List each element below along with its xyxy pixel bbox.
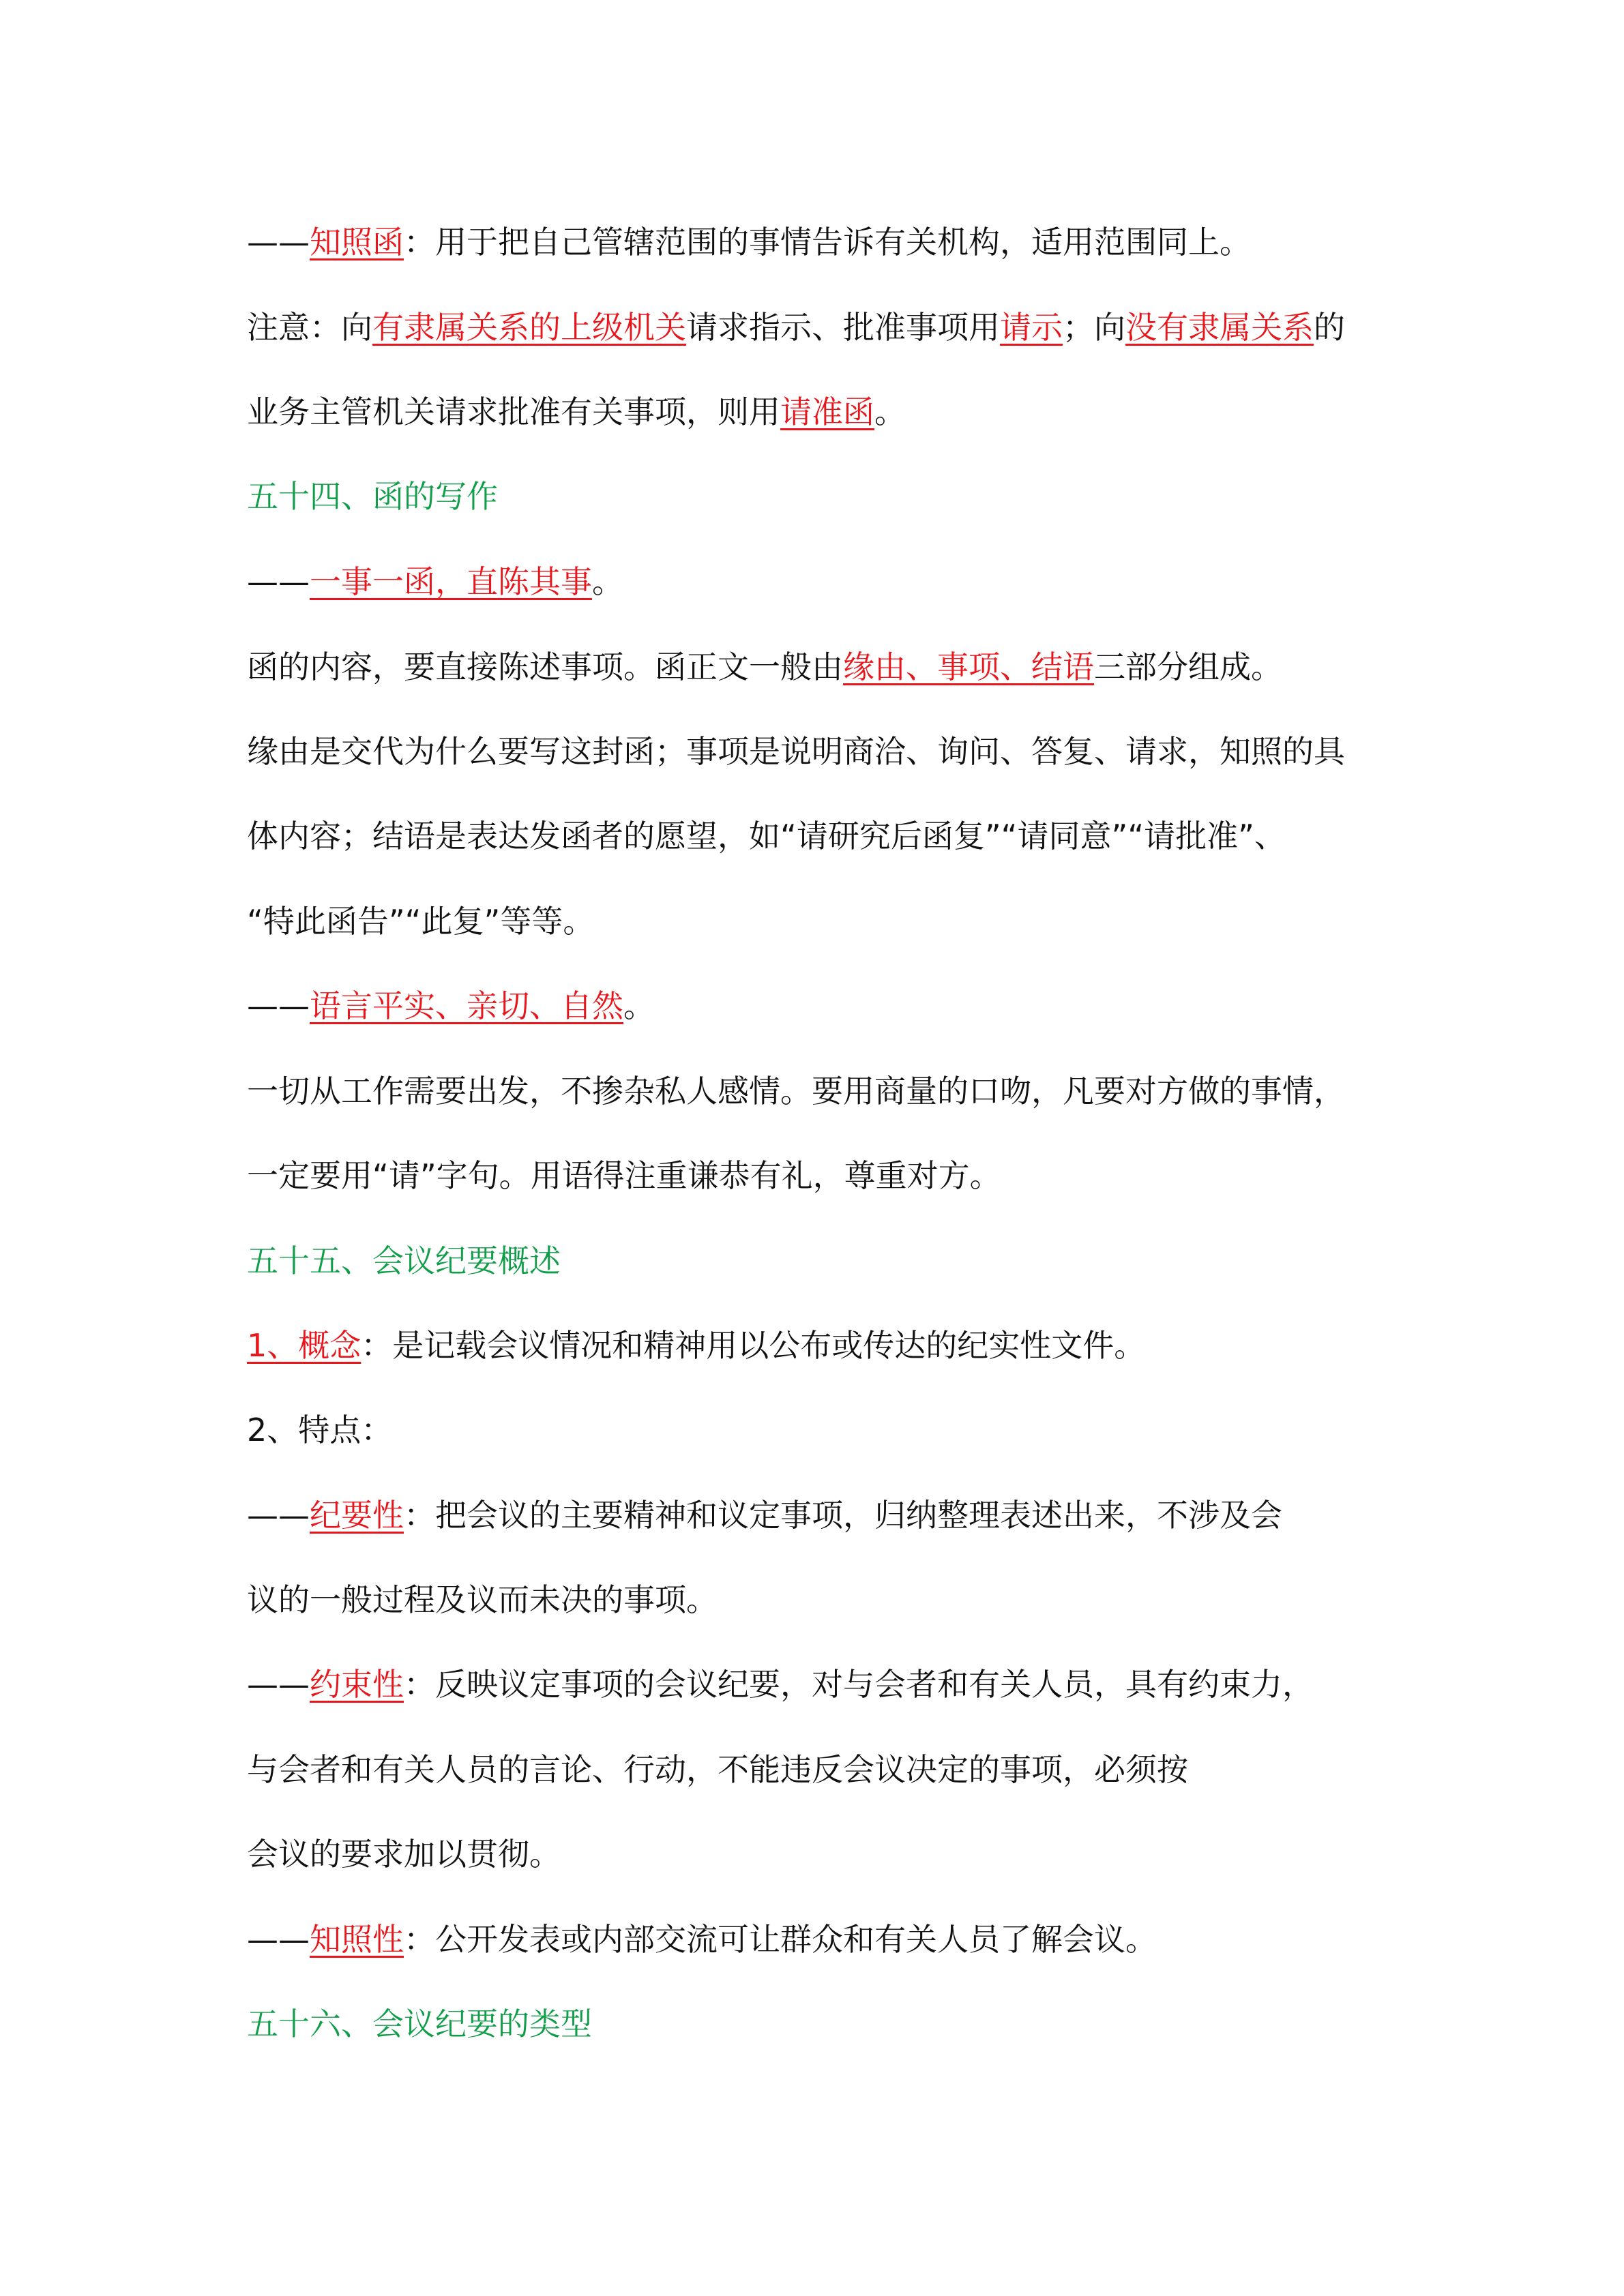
punctuation: 。 xyxy=(623,987,655,1024)
section-heading-55: 五十五、会议纪要概述 xyxy=(247,1242,561,1279)
section-heading-56: 五十六、会议纪要的类型 xyxy=(247,2006,592,2042)
content-composition xyxy=(247,640,1420,694)
dash-prefix: —— xyxy=(247,987,310,1024)
body-text: 函的内容，要直接陈述事项。函正文一般由 xyxy=(247,648,843,685)
punctuation: 。 xyxy=(592,563,623,600)
feature-zhizhao xyxy=(247,1912,1420,1967)
term-plain-language: 语言平实、亲切、自然 xyxy=(310,987,623,1024)
term-qingshi: 请示 xyxy=(1000,309,1063,346)
note-text: 请求指示、批准事项用 xyxy=(686,309,1000,346)
term-superior-organ: 有隶属关系的上级机关 xyxy=(372,309,686,346)
composition-detail-line-3: “特此函告”“此复”等等。 xyxy=(247,903,595,940)
dash-prefix: —— xyxy=(247,224,310,260)
language-detail-line-1: 一切从工作需要出发，不掺杂私人感情。要用商量的口吻，凡要对方做的事情， xyxy=(247,1073,1345,1109)
dash-prefix: —— xyxy=(247,1497,310,1534)
term-concept: 1、概念 xyxy=(247,1327,361,1364)
concept-definition xyxy=(247,1318,1420,1373)
principle-language xyxy=(247,979,1420,1033)
note-line-1 xyxy=(247,300,1420,355)
section-heading-54: 五十四、函的写作 xyxy=(247,478,498,515)
feature-text: ：公开发表或内部交流可让群众和有关人员了解会议。 xyxy=(404,1921,1157,1958)
term-qingzhunhan: 请准函 xyxy=(780,393,874,430)
principle-one-matter xyxy=(247,554,1420,609)
language-detail-line-2: 一定要用“请”字句。用语得注重谦恭有礼，尊重对方。 xyxy=(247,1157,1001,1194)
feature-jiyao-line-1 xyxy=(247,1488,1420,1542)
feature-text: ：把会议的主要精神和议定事项，归纳整理表述出来，不涉及会 xyxy=(404,1497,1282,1534)
note-line-2 xyxy=(247,385,1420,439)
zhizhaohan-definition xyxy=(247,215,1420,269)
dash-prefix: —— xyxy=(247,1666,310,1703)
note-text: 业务主管机关请求批准有关事项，则用 xyxy=(247,393,780,430)
note-text: 注意：向 xyxy=(247,309,372,346)
feature-yueshu-line-3: 会议的要求加以贯彻。 xyxy=(247,1836,561,1873)
term-jiyaoxing: 纪要性 xyxy=(310,1497,404,1534)
composition-detail-line-1: 缘由是交代为什么要写这封函；事项是说明商洽、询问、答复、请求，知照的具 xyxy=(247,733,1345,770)
body-text: 三部分组成。 xyxy=(1094,648,1282,685)
term-one-matter-one-letter: 一事一函，直陈其事 xyxy=(310,563,592,600)
term-zhizhaohan: 知照函 xyxy=(310,224,404,260)
features-label: 2、特点： xyxy=(247,1412,393,1448)
term-yueshuxing: 约束性 xyxy=(310,1666,404,1703)
note-text: 的 xyxy=(1314,309,1345,346)
definition-text: ：用于把自己管辖范围的事情告诉有关机构，适用范围同上。 xyxy=(404,224,1251,260)
feature-text: ：反映议定事项的会议纪要，对与会者和有关人员，具有约束力， xyxy=(404,1666,1314,1703)
concept-text: ：是记载会议情况和精神用以公布或传达的纪实性文件。 xyxy=(361,1327,1146,1364)
feature-yueshu-line-1 xyxy=(247,1657,1420,1712)
term-zhizhaoxing: 知照性 xyxy=(310,1921,404,1958)
feature-jiyao-line-2: 议的一般过程及议而未决的事项。 xyxy=(247,1581,718,1618)
term-no-subordination: 没有隶属关系 xyxy=(1125,309,1314,346)
feature-yueshu-line-2: 与会者和有关人员的言论、行动，不能违反会议决定的事项，必须按 xyxy=(247,1751,1188,1788)
composition-detail-line-2: 体内容；结语是表达发函者的愿望，如“请研究后函复”“请同意”“请批准”、 xyxy=(247,818,1286,854)
dash-prefix: —— xyxy=(247,563,310,600)
note-text: 。 xyxy=(874,393,906,430)
note-text: ；向 xyxy=(1063,309,1125,346)
term-three-parts: 缘由、事项、结语 xyxy=(843,648,1094,685)
dash-prefix: —— xyxy=(247,1921,310,1958)
